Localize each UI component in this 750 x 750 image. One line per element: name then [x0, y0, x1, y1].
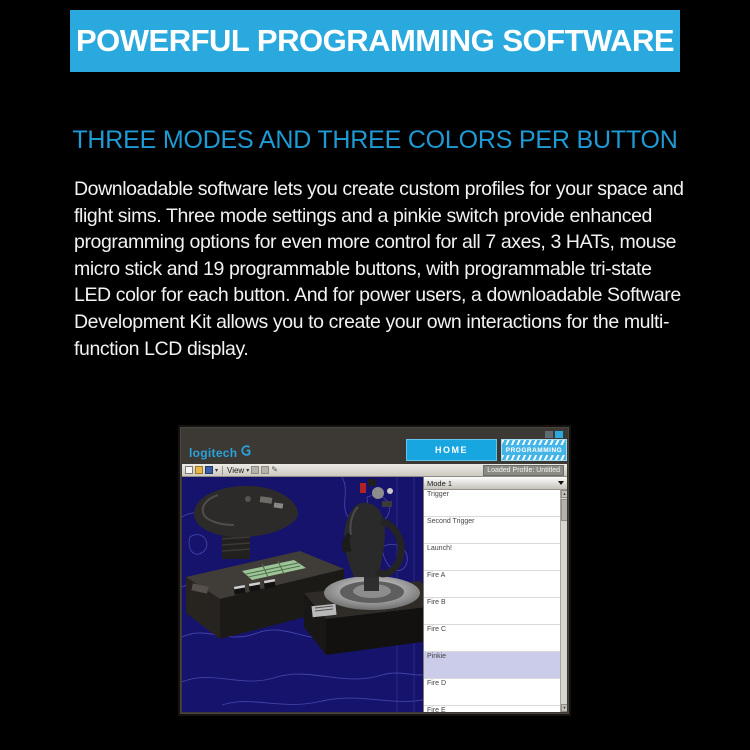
- tab-home[interactable]: HOME: [406, 439, 497, 461]
- list-item[interactable]: Fire E: [424, 706, 560, 712]
- minimize-icon[interactable]: [545, 431, 553, 438]
- scrollbar-thumb[interactable]: [561, 499, 567, 521]
- tab-programming-label: PROGRAMMING: [505, 446, 563, 454]
- window-controls: [545, 431, 563, 438]
- scroll-down-icon[interactable]: ▼: [562, 705, 567, 710]
- list-item-selected[interactable]: Pinkie: [424, 652, 560, 679]
- pencil-icon[interactable]: ✎: [271, 465, 278, 474]
- mode-selector-label: Mode 1: [427, 478, 453, 488]
- section-heading: THREE MODES AND THREE COLORS PER BUTTON: [72, 126, 678, 154]
- body-line: programming options for even more control for all 7 axes, 3 HATs, mouse: [74, 231, 677, 254]
- device-preview-canvas: [182, 477, 423, 712]
- list-item[interactable]: Launch!: [424, 544, 560, 571]
- view-menu[interactable]: [227, 466, 249, 475]
- list-item[interactable]: Fire B: [424, 598, 560, 625]
- logitech-logo: [189, 444, 253, 462]
- view-dropdown-icon: ▾: [246, 467, 250, 474]
- new-profile-icon[interactable]: [185, 466, 193, 474]
- title-banner: [70, 10, 680, 72]
- window-content: [182, 477, 567, 712]
- list-item[interactable]: Fire A: [424, 571, 560, 598]
- map-and-devices-graphic: [182, 477, 423, 712]
- hazard-stripes-bottom: [502, 455, 566, 460]
- save-icon[interactable]: [205, 466, 213, 474]
- mode-selector[interactable]: [424, 477, 567, 490]
- loaded-profile-label: Loaded Profile: Untitled: [483, 465, 564, 476]
- body-line: micro stick and 19 programmable buttons, with programmable tri-state: [74, 257, 652, 280]
- page-title: POWERFUL PROGRAMMING SOFTWARE: [75, 23, 675, 58]
- body-line: flight sims. Three mode settings and a pinkie switch provide enhanced: [74, 204, 652, 227]
- list-item[interactable]: Fire D: [424, 679, 560, 706]
- print-icon[interactable]: [251, 466, 259, 474]
- logitech-logo-text: logitech: [189, 446, 238, 460]
- button-assignment-panel: [423, 477, 567, 712]
- scroll-up-icon[interactable]: ▲: [562, 491, 567, 496]
- view-menu-label: View: [227, 465, 245, 475]
- body-line: Downloadable software lets you create custom profiles for your space and: [74, 178, 684, 200]
- body-line: LED color for each button. And for power users, a downloadable Software: [74, 284, 681, 307]
- list-item[interactable]: Second Trigger: [424, 517, 560, 544]
- test-icon[interactable]: [261, 466, 269, 474]
- assignment-rows: [424, 490, 560, 712]
- list-item[interactable]: Trigger: [424, 490, 560, 517]
- logitech-g-icon: [240, 444, 253, 462]
- toolbar-separator: [222, 466, 223, 475]
- panel-scrollbar[interactable]: [560, 490, 567, 712]
- close-icon[interactable]: [555, 431, 563, 438]
- programming-software-window: [178, 425, 571, 716]
- body-line: function LCD display.: [74, 337, 249, 360]
- chevron-down-icon: [558, 481, 564, 485]
- toolbar: [182, 464, 567, 477]
- list-item[interactable]: Fire C: [424, 625, 560, 652]
- save-dropdown-icon[interactable]: ▾: [215, 467, 219, 474]
- tab-programming[interactable]: [501, 439, 567, 461]
- open-folder-icon[interactable]: [195, 466, 203, 474]
- hazard-stripes-top: [502, 440, 566, 445]
- body-copy: [74, 176, 686, 362]
- body-line: Development Kit allows you to create your own interactions for the multi-: [74, 310, 670, 333]
